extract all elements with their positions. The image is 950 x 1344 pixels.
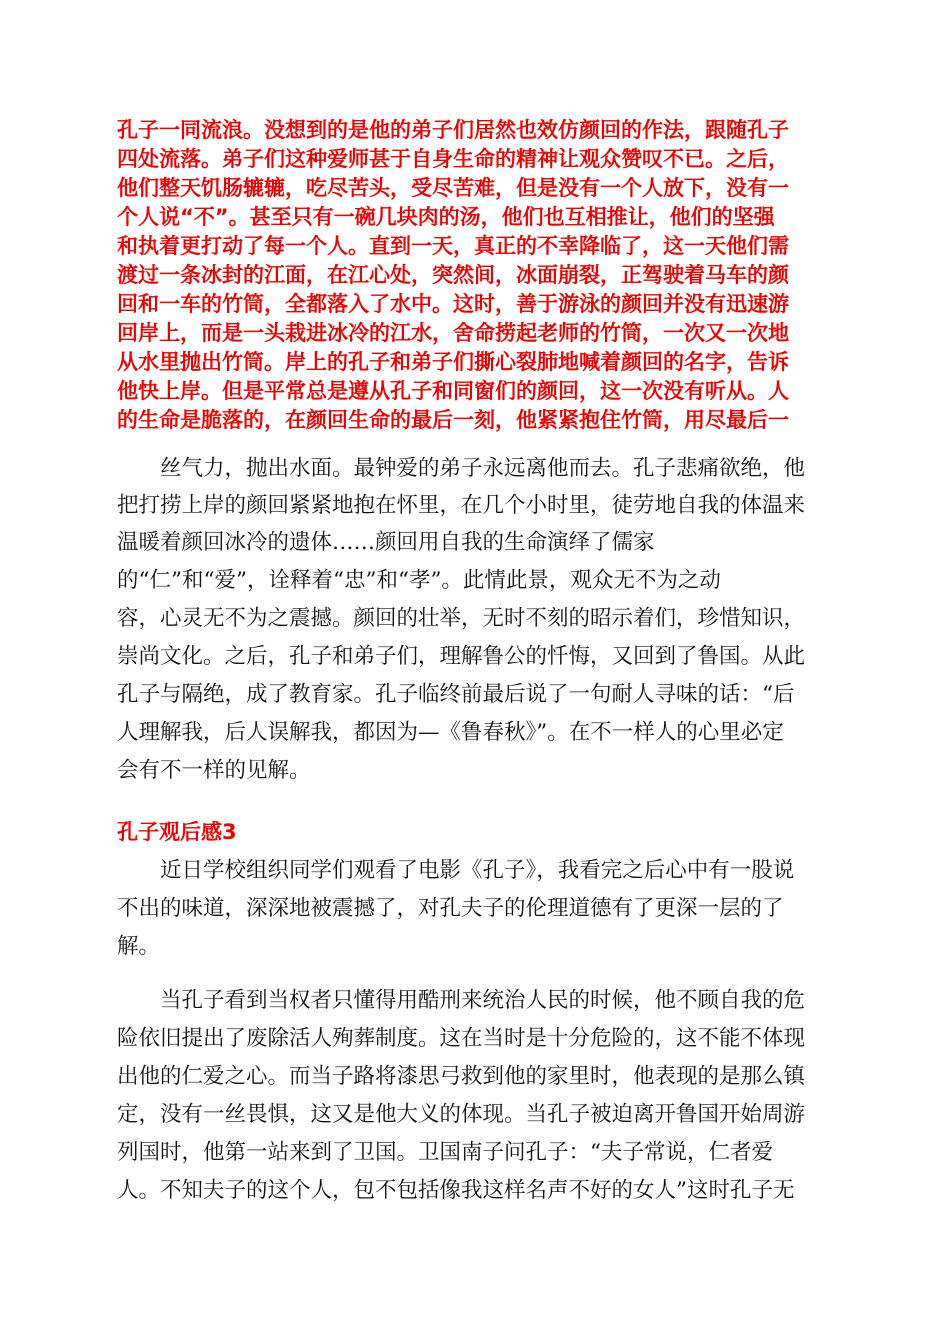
text-line: 容，心灵无不为之震撼。颜回的壮举，无时不刻的昭示着们，珍惜知识， (117, 606, 806, 631)
text-line: 的“仁”和“爱”，诠释着“忠”和“孝”。此情此景，观众无不为之动 (117, 568, 721, 593)
text-line: 他们整天饥肠辘辘，吃尽苦头，受尽苦难，但是没有一个人放下，没有一 (117, 176, 789, 200)
text-line: 崇尚文化。之后，孔子和弟子们，理解鲁公的忏悔，又回到了鲁国。从此 (117, 644, 806, 669)
text-line: 的生命是脆落的，在颜回生命的最后一刻，他紧紧抱住竹筒，用尽最后一 (117, 408, 789, 432)
text-line: 和执着更打动了每一个人。直到一天，真正的不幸降临了，这一天他们需 (117, 234, 789, 258)
text-line: 近日学校组织同学们观看了电影《孔子》，我看完之后心中有一股说 (160, 858, 795, 883)
text-line: 孔子一同流浪。没想到的是他的弟子们居然也效仿颜回的作法，跟随孔子 (117, 118, 789, 142)
text-line: 个人说“不”。甚至只有一碗几块肉的汤，他们也互相推让，他们的坚强 (117, 205, 775, 229)
text-line: 把打捞上岸的颜回紧紧地抱在怀里，在几个小时里，徒劳地自我的体温来 (117, 493, 806, 518)
text-line: 从水里抛出竹筒。岸上的孔子和弟子们撕心裂肺地喊着颜回的名字，告诉 (117, 350, 789, 374)
text-line: 险依旧提出了废除活人殉葬制度。这在当时是十分危险的，这不能不体现 (117, 1026, 806, 1051)
text-line: 人。不知夫子的这个人，包不包括像我这样名声不好的女人”这时孔子无 (117, 1178, 795, 1203)
text-line: 出他的仁爱之心。而当子路将漆思弓救到他的家里时，他表现的是那么镇 (117, 1064, 806, 1089)
text-line: 当孔子看到当权者只懂得用酷刑来统治人民的时候，他不顾自我的危 (160, 988, 806, 1013)
text-line: 列国时，他第一站来到了卫国。卫国南子问孔子：“夫子常说，仁者爱 (117, 1140, 773, 1165)
text-line: 孔子与隔绝，成了教育家。孔子临终前最后说了一句耐人寻味的话：“后 (117, 682, 795, 707)
section-heading: 孔子观后感3 (117, 820, 237, 844)
text-line: 丝气力，抛出水面。最钟爱的弟子永远离他而去。孔子悲痛欲绝，他 (160, 456, 806, 481)
text-line: 不出的味道，深深地被震撼了，对孔夫子的伦理道德有了更深一层的了 (117, 896, 784, 921)
text-line: 温暖着颜回冰冷的遗体……颜回用自我的生命演绎了儒家 (117, 530, 655, 555)
text-line: 他快上岸。但是平常总是遵从孔子和同窗们的颜回，这一次没有听从。人 (117, 379, 789, 403)
text-line: 人理解我，后人误解我，都因为—《鲁春秋》”。在不一样人的心里必定 (117, 720, 784, 745)
text-line: 会有不一样的见解。 (117, 758, 311, 783)
text-line: 回和一车的竹筒，全都落入了水中。这时，善于游泳的颜回并没有迅速游 (117, 292, 789, 316)
text-line: 渡过一条冰封的江面，在江心处，突然间，冰面崩裂，正驾驶着马车的颜 (117, 263, 789, 287)
text-line: 回岸上，而是一头栽进冰冷的江水，舍命捞起老师的竹筒，一次又一次地 (117, 321, 789, 345)
text-line: 解。 (117, 934, 161, 959)
text-line: 四处流落。弟子们这种爱师甚于自身生命的精神让观众赞叹不已。之后， (117, 147, 789, 171)
text-line: 定，没有一丝畏惧，这又是他大义的体现。当孔子被迫离开鲁国开始周游 (117, 1102, 806, 1127)
